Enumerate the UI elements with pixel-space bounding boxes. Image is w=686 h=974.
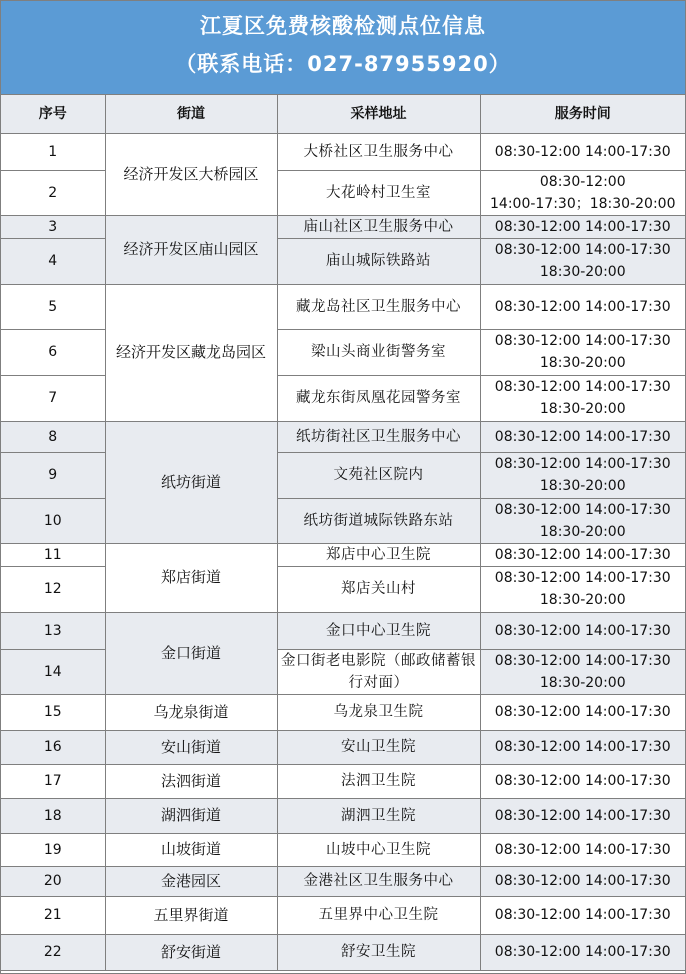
- column-header-no: 序号: [1, 95, 105, 133]
- address-cell: 庙山社区卫生服务中心: [277, 215, 480, 238]
- row-number: 2: [1, 170, 105, 215]
- service-time-cell: 08:30-12:00 14:00-17:30: [480, 764, 685, 798]
- address-cell: 纸坊街道城际铁路东站: [277, 498, 480, 543]
- row-number: 17: [1, 764, 105, 798]
- service-time-cell: 08:30-12:00 14:00-17:30: [480, 730, 685, 764]
- address-cell: 金港社区卫生服务中心: [277, 866, 480, 896]
- service-time-cell: 08:30-12:00 14:00-17:30 18:30-20:00: [480, 375, 685, 421]
- street-cell: 经济开发区藏龙岛园区: [105, 284, 277, 421]
- table-row: [1, 284, 685, 329]
- address-cell: 金口街老电影院（邮政储蓄银行对面）: [277, 649, 480, 694]
- row-number: 18: [1, 798, 105, 833]
- street-cell: 金港园区: [105, 866, 277, 896]
- table-row: [1, 730, 685, 764]
- table-row: [1, 934, 685, 970]
- table-header-row: [1, 95, 685, 133]
- street-cell: 金口街道: [105, 612, 277, 694]
- table-row: [1, 238, 685, 284]
- row-number: 1: [1, 133, 105, 170]
- table-row: [1, 566, 685, 612]
- column-header-address: 采样地址: [277, 95, 480, 133]
- address-cell: 山坡中心卫生院: [277, 833, 480, 866]
- sheet-title: 江夏区免费核酸检测点位信息: [200, 14, 486, 38]
- street-cell: 五里界街道: [105, 896, 277, 934]
- row-number: 7: [1, 375, 105, 421]
- table-row: [1, 798, 685, 833]
- street-cell: 法泗街道: [105, 764, 277, 798]
- table-row: [1, 133, 685, 170]
- street-cell: 经济开发区庙山园区: [105, 215, 277, 284]
- address-cell: 五里界中心卫生院: [277, 896, 480, 934]
- row-number: 11: [1, 543, 105, 566]
- address-cell: 金口中心卫生院: [277, 612, 480, 649]
- row-number: 5: [1, 284, 105, 329]
- service-time-cell: 08:30-12:00 14:00-17:30 18:30-20:00: [480, 452, 685, 498]
- table-row: [1, 896, 685, 934]
- address-cell: 文苑社区院内: [277, 452, 480, 498]
- row-number: 14: [1, 649, 105, 694]
- address-cell: 藏龙岛社区卫生服务中心: [277, 284, 480, 329]
- row-number: 21: [1, 896, 105, 934]
- street-cell: 乌龙泉街道: [105, 694, 277, 730]
- row-number: 3: [1, 215, 105, 238]
- address-cell: 湖泗卫生院: [277, 798, 480, 833]
- street-cell: 安山街道: [105, 730, 277, 764]
- address-cell: 纸坊街社区卫生服务中心: [277, 421, 480, 452]
- service-time-cell: 08:30-12:00 14:00-17:30: [480, 133, 685, 170]
- service-time-cell: 08:30-12:00 14:00-17:30: [480, 833, 685, 866]
- row-number: 15: [1, 694, 105, 730]
- row-number: 9: [1, 452, 105, 498]
- row-number: 16: [1, 730, 105, 764]
- table-row: [1, 452, 685, 498]
- address-cell: 庙山城际铁路站: [277, 238, 480, 284]
- service-time-cell: 08:30-12:00 14:00-17:30 18:30-20:00: [480, 498, 685, 543]
- service-time-cell: 08:30-12:00 14:00-17:30: [480, 934, 685, 970]
- table-row: [1, 329, 685, 375]
- table-row: [1, 612, 685, 649]
- contact-phone: （联系电话：027-87955920）: [175, 52, 511, 76]
- address-cell: 安山卫生院: [277, 730, 480, 764]
- service-time-cell: 08:30-12:00 14:00-17:30: [480, 866, 685, 896]
- service-time-cell: 08:30-12:00 14:00-17:30: [480, 612, 685, 649]
- service-time-cell: 08:30-12:00 14:00-17:30 18:30-20:00: [480, 238, 685, 284]
- service-time-cell: 08:30-12:00 14:00-17:30: [480, 284, 685, 329]
- street-cell: 山坡街道: [105, 833, 277, 866]
- row-number: 10: [1, 498, 105, 543]
- table-row: [1, 375, 685, 421]
- row-number: 12: [1, 566, 105, 612]
- row-number: 19: [1, 833, 105, 866]
- address-cell: 大花岭村卫生室: [277, 170, 480, 215]
- row-number: 6: [1, 329, 105, 375]
- address-cell: 舒安卫生院: [277, 934, 480, 970]
- address-cell: 藏龙东街凤凰花园警务室: [277, 375, 480, 421]
- column-header-time: 服务时间: [480, 95, 685, 133]
- column-header-street: 街道: [105, 95, 277, 133]
- street-cell: 郑店街道: [105, 543, 277, 612]
- service-time-cell: 08:30-12:00 14:00-17:30 18:30-20:00: [480, 566, 685, 612]
- table-row: [1, 421, 685, 452]
- row-number: 13: [1, 612, 105, 649]
- service-time-cell: 08:30-12:00 14:00-17:30；18:30-20:00: [480, 170, 685, 215]
- service-time-cell: 08:30-12:00 14:00-17:30 18:30-20:00: [480, 649, 685, 694]
- street-cell: 舒安街道: [105, 934, 277, 970]
- table-row: [1, 170, 685, 215]
- service-time-cell: 08:30-12:00 14:00-17:30: [480, 421, 685, 452]
- table-row: [1, 649, 685, 694]
- table-row: [1, 215, 685, 238]
- table-row: [1, 833, 685, 866]
- service-time-cell: 08:30-12:00 14:00-17:30: [480, 215, 685, 238]
- street-cell: 湖泗街道: [105, 798, 277, 833]
- service-time-cell: 08:30-12:00 14:00-17:30: [480, 896, 685, 934]
- address-cell: 郑店关山村: [277, 566, 480, 612]
- service-time-cell: 08:30-12:00 14:00-17:30 18:30-20:00: [480, 329, 685, 375]
- street-cell: 经济开发区大桥园区: [105, 133, 277, 215]
- service-time-cell: 08:30-12:00 14:00-17:30: [480, 798, 685, 833]
- service-time-cell: 08:30-12:00 14:00-17:30: [480, 694, 685, 730]
- row-number: 8: [1, 421, 105, 452]
- row-number: 22: [1, 934, 105, 970]
- table-row: [1, 694, 685, 730]
- testing-sites-table: [1, 95, 685, 971]
- address-cell: 法泗卫生院: [277, 764, 480, 798]
- sheet-header: [1, 1, 685, 95]
- address-cell: 郑店中心卫生院: [277, 543, 480, 566]
- street-cell: 纸坊街道: [105, 421, 277, 543]
- row-number: 4: [1, 238, 105, 284]
- address-cell: 乌龙泉卫生院: [277, 694, 480, 730]
- service-time-cell: 08:30-12:00 14:00-17:30: [480, 543, 685, 566]
- table-row: [1, 543, 685, 566]
- row-number: 20: [1, 866, 105, 896]
- table-row: [1, 498, 685, 543]
- address-cell: 梁山头商业街警务室: [277, 329, 480, 375]
- table-row: [1, 764, 685, 798]
- table-row: [1, 866, 685, 896]
- address-cell: 大桥社区卫生服务中心: [277, 133, 480, 170]
